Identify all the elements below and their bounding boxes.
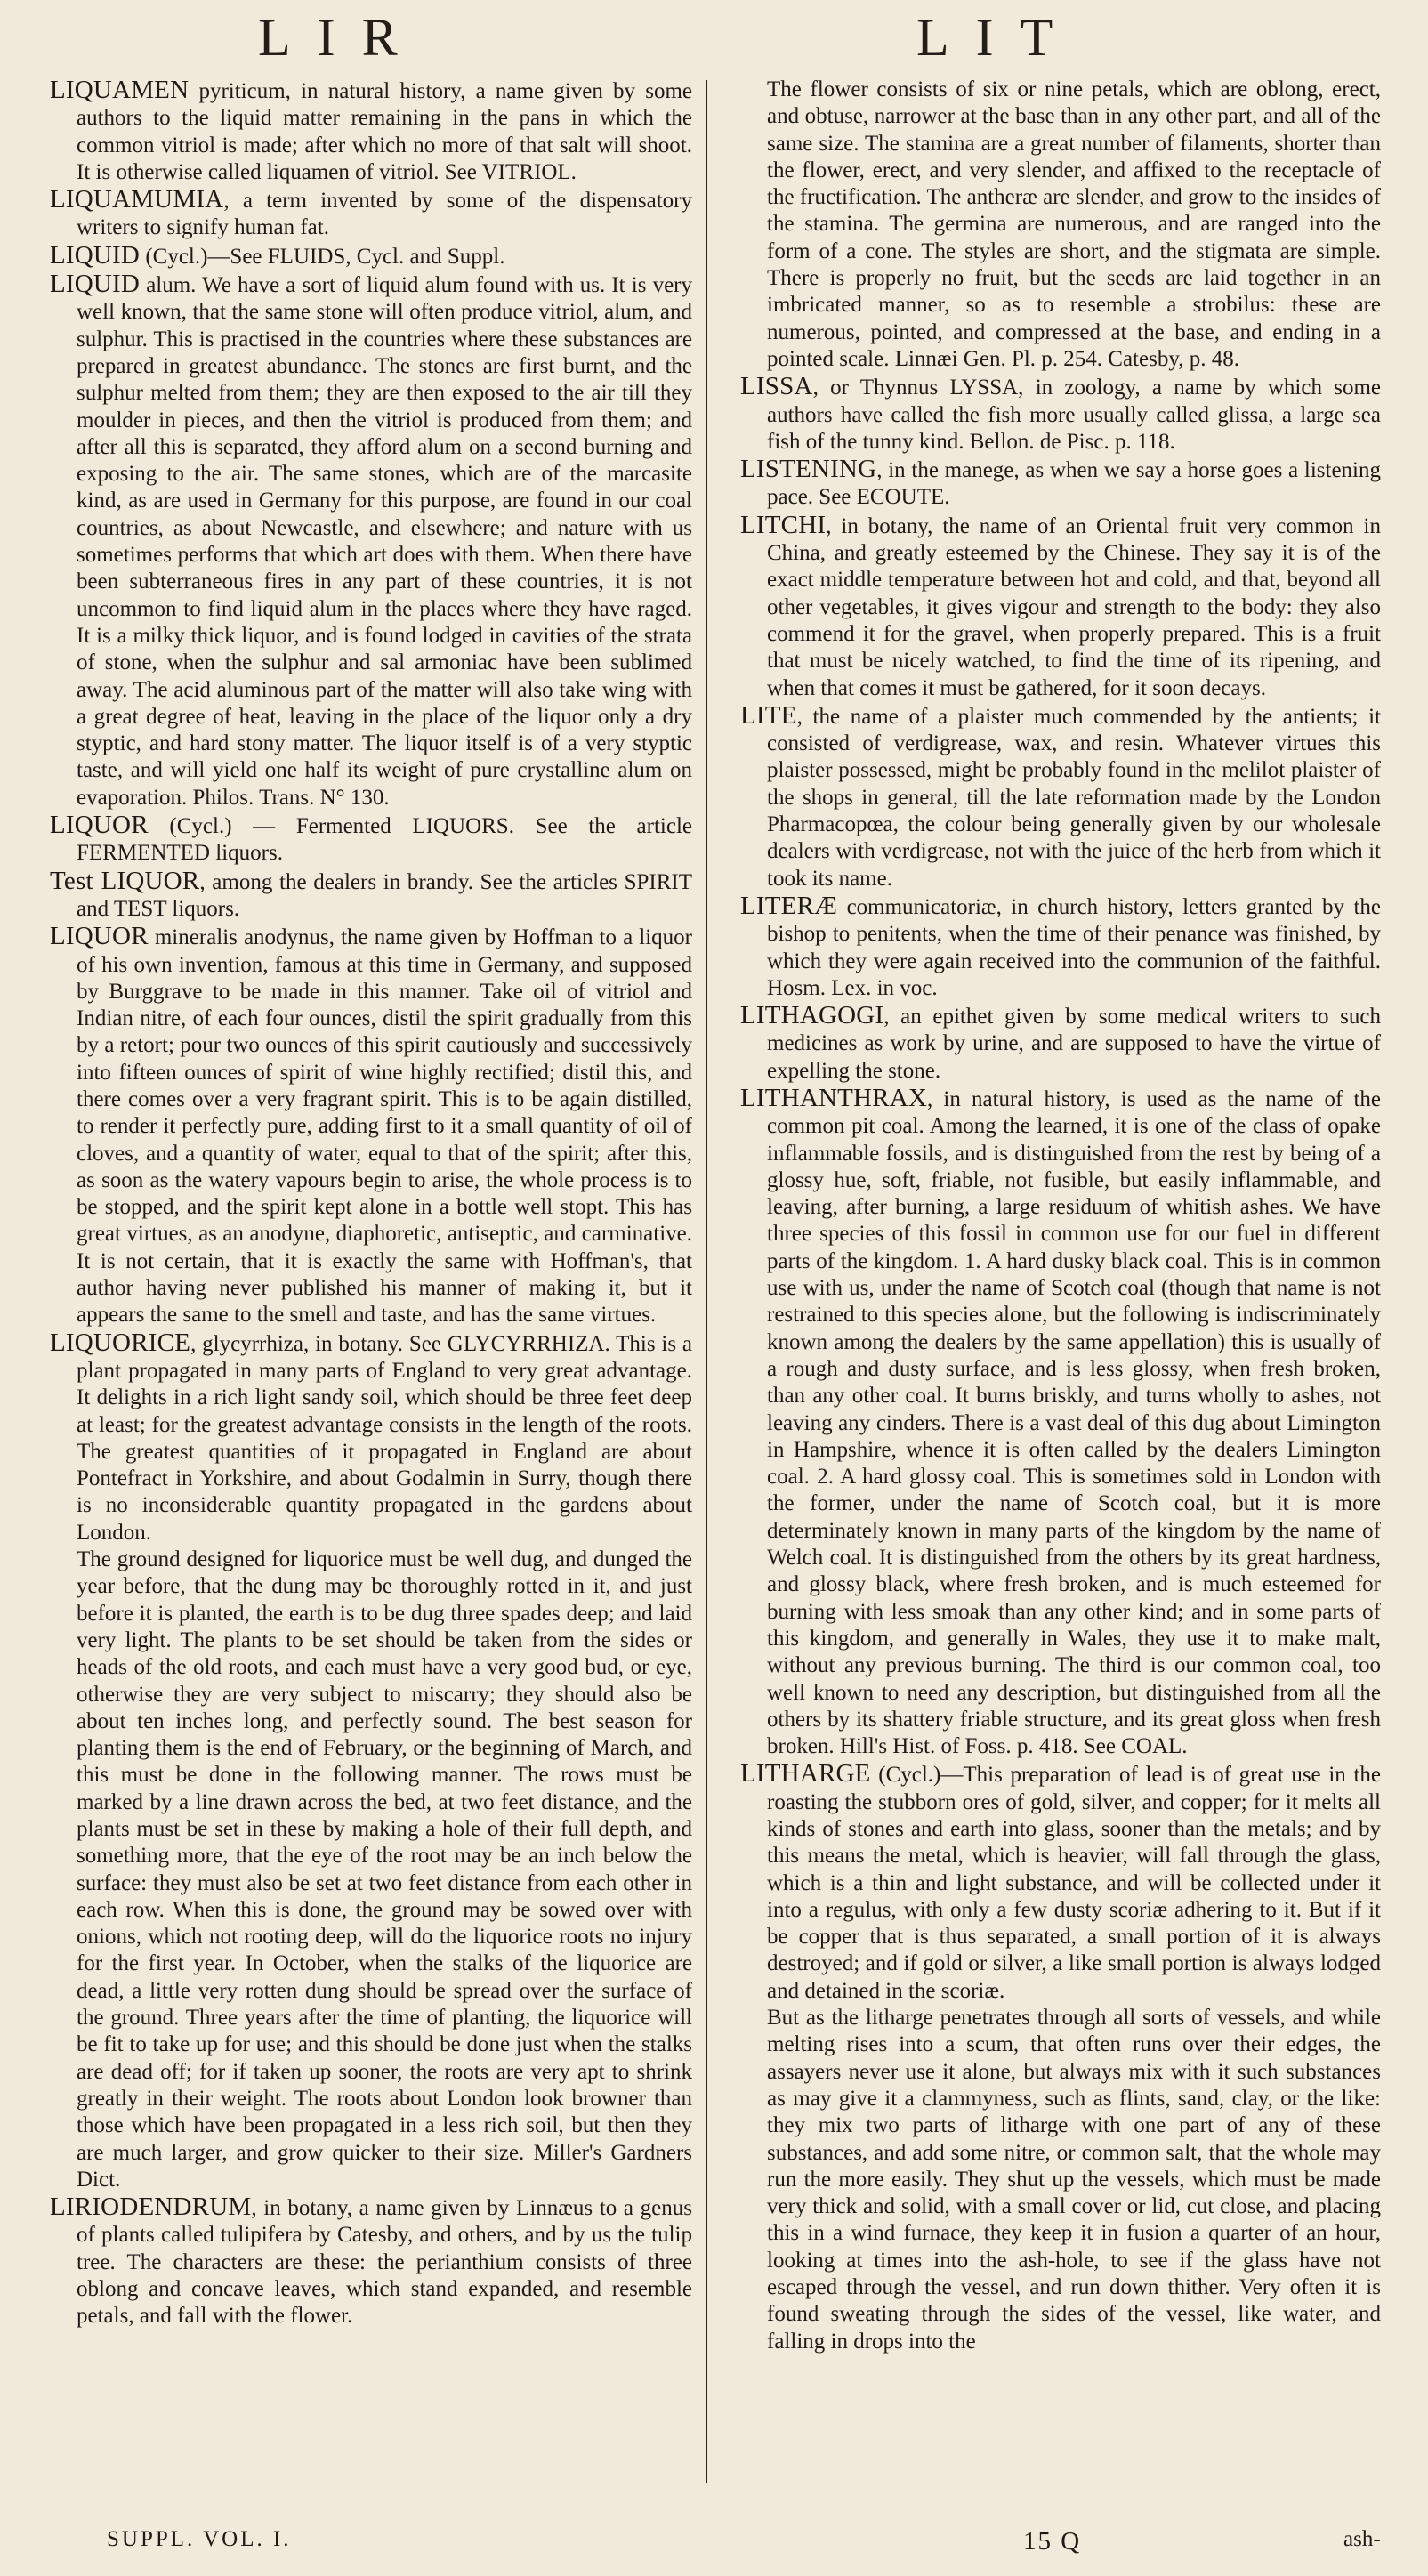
entry-text: , among the dealers in brandy. See the articles SPIRIT and TEST liquors.: [77, 869, 692, 921]
entry-text: , the name of a plaister much commended by the antients; it consisted of verdigrease, wax, and resin. Whatever virtues this plaister possessed, might be probably found in the melilot plaister of the shops in general, till the late reformation made by the London Pharmacopœa, the colour being generally given by our wholesale dealers with verdigrease, not with the juice of the herb from which it took its name.: [767, 704, 1381, 891]
entry-text: communicatoriæ, in church history, letters granted by the bishop to penitents, when the time of their penance was finished, by which they were again received into the communion of the faithful. Hosm. Lex. in voc.: [767, 894, 1381, 1000]
entry-headword: LIQUAMUMIA: [50, 185, 224, 214]
entry-text: , or Thynnus LYSSA, in zoology, a name by which some authors have called the fish more usually called glissa, a large sea fish of the tunny kind. Bellon. de Pisc. p. 118.: [767, 375, 1381, 454]
catchword: ash-: [1343, 2527, 1381, 2551]
entry-continuation: [740, 77, 1381, 373]
entry-headword: LIQUID: [50, 240, 141, 270]
entry-headword: LIQUOR: [50, 811, 149, 840]
left-column: [50, 77, 692, 2330]
entry-headword: LIQUOR: [50, 922, 149, 951]
column-divider: [706, 80, 707, 2483]
entry-headword: LIQUID: [50, 270, 141, 299]
running-head-right: LIT: [916, 8, 1080, 67]
dictionary-entry: [50, 812, 692, 868]
entry-headword: LISTENING: [740, 455, 877, 484]
entry-text: alum. We have a sort of liquid alum found with us. It is very well known, that the same stone will often produce vitriol, alum, and sulphur. This is practised in the countries where these substances are prepared in greatest abundance. The stones are first burnt, and the sulphur melted from them; they are then exposed to the air till they moulder in pieces, and then the vitriol is produced from them; and after all this is separated, they afford alum on a second burning and exposing to the air. The same stones, which are of the marcasite kind, as are used in Germany for this purpose, are found in our coal countries, as about Newcastle, and elsewhere; and nature with us sometimes performs that which art does with them. When there have been subterraneous fires in any part of these countries, it is not uncommon to find liquid alum in the places where they have raged. It is a milky thick liquor, and is found lodged in cavities of the strata of stone, when the sulphur and sal armoniac have been sublimed away. The acid aluminous part of the matter will also take wing with a great degree of heat, leaving in the place of the liquor only a dry styptic, and hard stony matter. The liquor itself is of a very styptic taste, and will yield one half its weight of pure crystalline alum on evaporation. Philos. Trans. N° 130.: [77, 273, 692, 810]
dictionary-entry: [740, 373, 1381, 456]
dictionary-entry: [740, 456, 1381, 512]
entry-text: , glycyrrhiza, in botany. See GLYCYRRHIZA. This is a plant propagated in many parts of England to very great advantage. It delights in a rich light sandy soil, which should be three feet deep at least; for the greatest advantage consists in the length of the roots. The greatest quantities of it propagated in England are about Pontefract in Yorkshire, and about Godalmin in Surry, though there is no inconsiderable quantity propagated in the gardens about London.: [77, 1331, 692, 1545]
entry-headword: LITHARGE: [740, 1759, 871, 1789]
entry-text: pyriticum, in natural history, a name given by some authors to the liquid matter remaining in the pans in which the common vitriol is made; after which no more of that salt will shoot. It is otherwise called liquamen of vitriol. See VITRIOL.: [77, 79, 692, 184]
entry-text: The ground designed for liquorice must be well dug, and dunged the year before, that the dung may be thoroughly rotted in it, and just before it is planted, the earth is to be dug three spades deep; and laid very light. The plants to be set should be taken from the sides or heads of the old roots, and each must have a very good bud, or eye, otherwise they are very subject to miscarry; they should also be about ten inches long, and perfectly sound. The best season for planting them is the end of February, or the beginning of March, and this must be done in the following manner. The rows must be marked by a line drawn across the bed, at two feet distance, and the plants must be set in these by making a hole of their full depth, and something more, that the eye of the root may be an inch below the surface: they must also be set at two feet distance from each other in each row. When this is done, the ground may be sowed over with onions, which not rooting deep, will do the liquorice roots no injury for the first year. In October, when the stalks of the liquorice are dead, a little very rotten dung should be spread over the surface of the ground. Three years after the time of planting, the liquorice will be fit to take up for use; and this should be done just when the stalks are dead off; for if taken up sooner, the roots are very apt to shrink greatly in their weight. The roots about London look browner than those which have been propagated in a less rich soil, but then they are much larger, and grow quicker to their size. Miller's Gardners Dict.: [77, 1547, 692, 2192]
entry-headword: Test LIQUOR: [50, 866, 200, 895]
entry-text: , in botany, the name of an Oriental fruit very common in China, and greatly esteemed by the Chinese. They say it is of the exact middle temperature between hot and cold, and that, beyond all other vegetables, it gives vigour and strength to the body: they also commend it for the gravel, when properly prepared. This is a fruit that must be nicely watched, to find the time of its ripening, and when that comes it must be gathered, for it soon decays.: [767, 513, 1381, 700]
dictionary-entry: [50, 242, 692, 271]
entry-text: The flower consists of six or nine petals, which are oblong, erect, and obtuse, narrower at the base than in any other part, and all of the same size. The stamina are a great number of filaments, shorter than the flower, erect, and very slender, and affixed to the receptacle of the fructification. The antheræ are slender, and grow to the insides of the stamina. The germina are numerous, and are ranged into the form of a cone. The styles are short, and the stigmata are simple. There is properly no fruit, but the seeds are laid together in an imbricated manner, so as to resemble a strobilus: these are numerous, pointed, and compressed at the base, and ending in a pointed scale. Linnæi Gen. Pl. p. 254. Catesby, p. 48.: [767, 77, 1381, 371]
dictionary-entry: [50, 77, 692, 186]
entry-headword: LIQUAMEN: [50, 76, 190, 104]
entry-headword: LITHANTHRAX: [740, 1083, 928, 1112]
entry-headword: LITCHI: [740, 510, 827, 539]
dictionary-entry: [50, 186, 692, 242]
entry-headword: LIRIODENDRUM: [50, 2192, 252, 2222]
entry-headword: LIQUORICE: [50, 1328, 191, 1357]
dictionary-entry: [50, 923, 692, 1328]
dictionary-entry: [740, 892, 1381, 1002]
dictionary-entry: [740, 1002, 1381, 1085]
entry-continuation: [50, 1546, 692, 2193]
dictionary-entry: [50, 271, 692, 812]
entry-text: , an epithet given by some medical writers to such medicines as work by urine, and are supposed to have the virtue of expelling the stone.: [767, 1005, 1381, 1083]
entry-text: But as the litharge penetrates through all sorts of vessels, and while melting rises into a scum, that often runs over their edges, the assayers never use it alone, but always mix with it such substances as may give it a clammyness, such as flints, sand, clay, or the like: they mix two parts of litharge with one part of any of these substances, and add some nitre, or common salt, that the whole may run the more easily. They shut up the vessels, which must be made very thick and solid, with a small cover or lid, cut close, and placing this in a wind furnace, they keep it in fusion a quarter of an hour, looking at times into the ash-hole, to see if the glass have not escaped through the vessel, and run down thither. Very often it is found sweating through the sides of the vessel, like water, and falling in drops into the: [767, 2006, 1381, 2354]
entry-headword: LITE: [740, 700, 797, 730]
right-column: [740, 77, 1381, 2355]
entry-headword: LITHAGOGI: [740, 1001, 884, 1030]
dictionary-entry: [740, 702, 1381, 892]
entry-text: , in botany, a name given by Linnæus to a genus of plants called tulipifera by Catesby, and others, and by us the tulip tree. The characters are these: the perianthium consists of three oblong and concave leaves, which stand expanded, and resemble petals, and fall with the flower.: [77, 2196, 692, 2329]
dictionary-entry: [740, 1760, 1381, 2005]
volume-footer: SUPPL. VOL. I.: [107, 2527, 292, 2551]
entry-text: , a term invented by some of the dispensatory writers to signify human fat.: [77, 189, 692, 240]
entry-text: , in the manege, as when we say a horse goes a listening pace. See ECOUTE.: [767, 458, 1381, 510]
entry-continuation: [740, 2005, 1381, 2355]
dictionary-entry: [740, 1085, 1381, 1760]
entry-text: mineralis anodynus, the name given by Hoffman to a liquor of his own invention, famous at this time in Germany, and supposed by Burggrave to be made in this manner. Take oil of vitriol and Indian nitre, of each four ounces, distil the spirit gradually from this by a retort; pour two ounces of this spirit cautiously and successively into fifteen ounces of spirit of wine highly rectified; distil this, and there comes over a very fragrant spirit. This is to be again distilled, to render it perfectly pure, adding first to it a small quantity of oil of cloves, and a quantity of water, equal to that of the spirit; after this, as soon as the watery vapours begin to arise, the whole process is to be stopped, and the spirit kept alone in a bottle well stopt. This has great virtues, as an anodyne, diaphoretic, antiseptic, and carminative. It is not certain, that it is exactly the same with Hoffman's, that author having never published his manner of making it, but it appears the same to the smell and taste, and has the same virtues.: [77, 925, 692, 1328]
entry-headword: LISSA: [740, 372, 813, 401]
entry-headword: LITERÆ: [740, 891, 838, 920]
running-head-left: LIR: [258, 8, 424, 67]
entry-text: (Cycl.)—See FLUIDS, Cycl. and Suppl.: [140, 244, 505, 269]
dictionary-entry: [50, 868, 692, 924]
entry-text: (Cycl.) — Fermented LIQUORS. See the article FERMENTED liquors.: [77, 814, 692, 866]
signature-mark: 15 Q: [1023, 2527, 1082, 2556]
dictionary-entry: [50, 1329, 692, 1546]
entry-text: , in natural history, is used as the name of the common pit coal. Among the learned, it is one of the class of opake inflammable fossils, and is distinguished from the rest by being of a glossy hue, soft, friable, not fusible, but easily inflammable, and leaving, after burning, a large residuum of whitish ashes. We have three species of this fossil in common use for our fuel in different parts of the kingdom. 1. A hard dusky black coal. This is in common use with us, under the name of Scotch coal (though that name is not restrained to this species alone, but the following is indiscriminately known among the dealers by the same appellation) this is usually of a rough and dusty surface, and is less glossy, when fresh broken, than any other coal. It burns briskly, and turns wholly to ashes, not leaving any cinders. There is a vast deal of this dug about Limington in Hampshire, whence it is often called by the dealers Limington coal. 2. A hard glossy coal. This is sometimes sold in London with the former, under the name of Scotch coal, but it is more determinately known in many parts of the kingdom by the name of Welch coal. It is distinguished from the others by its great hardness, and glossy black, where fresh broken, and is much esteemed for burning with less smoak than any other kind; and in some parts of this kingdom, and generally in Wales, they use it to make malt, without any previous burning. The third is our common coal, too well known to need any description, but distinguished from all the others by its shattery friable structure, and its great gloss when fresh broken. Hill's Hist. of Foss. p. 418. See COAL.: [767, 1086, 1381, 1759]
entry-text: (Cycl.)—This preparation of lead is of great use in the roasting the stubborn ores of gold, silver, and copper; for it melts all kinds of stones and earth into glass, sooner than the metals; and by this means the metal, which is heavier, will fall through the glass, which is a thin and light substance, and will be collected under it into a regulus, with only a few dusty scoriæ adhering to it. But if it be copper that is thus separated, a small portion of it is always destroyed; and if gold or silver, a like small portion is always lodged and detained in the scoriæ.: [767, 1763, 1381, 2003]
dictionary-entry: [50, 2193, 692, 2330]
dictionary-entry: [740, 512, 1381, 702]
